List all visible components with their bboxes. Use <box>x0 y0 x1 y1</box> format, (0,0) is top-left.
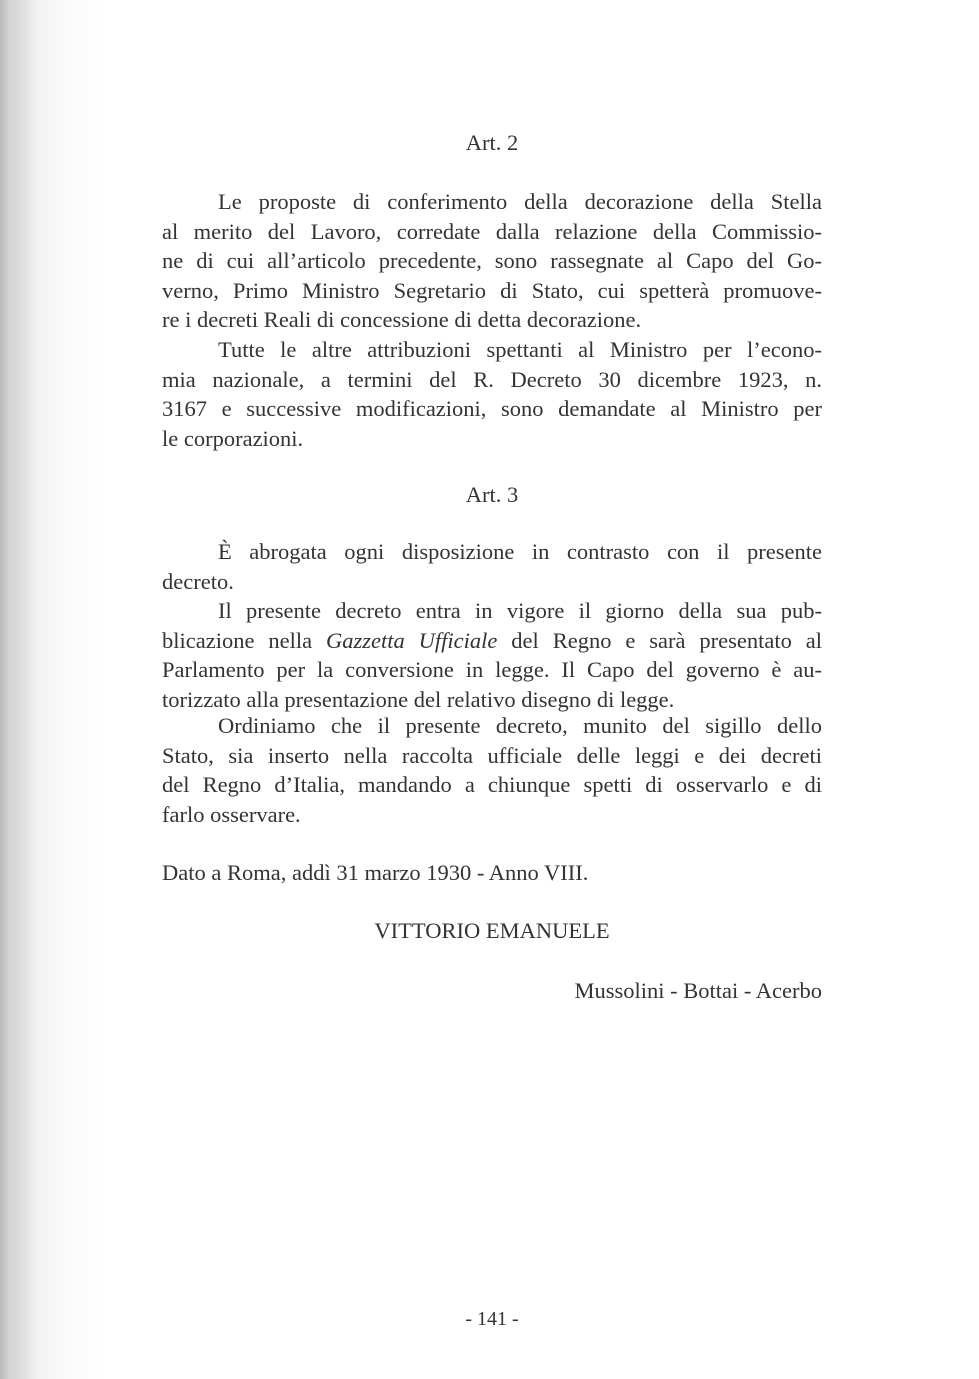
article-3-paragraph-1 <box>162 537 822 596</box>
ministers-signatures: Mussolini - Bottai - Acerbo <box>574 978 822 1003</box>
text-line: mia nazionale, a termini del R. Decreto 30 dicembre 1923, n. <box>162 366 822 392</box>
text-line: Ordiniamo che il presente decreto, munito del sigillo dello <box>218 713 822 738</box>
article-3-heading: Art. 3 <box>465 482 519 507</box>
text-line: al merito del Lavoro, corredate dalla relazione della Commissio- <box>162 218 822 244</box>
text-line: Tutte le altre attribuzioni spettanti al Ministro per l’econo- <box>218 337 822 362</box>
text-line: È abrogata ogni disposizione in contrasto con il presente <box>218 539 822 564</box>
gazzetta-ufficiale-title: Gazzetta Ufficiale <box>326 627 498 653</box>
text-line: Le proposte di conferimento della decorazione della Stella <box>218 189 822 214</box>
text-line: torizzato alla presentazione del relativo disegno di legge. <box>162 686 675 712</box>
text-line: 3167 e successive modificazioni, sono demandate al Ministro per <box>162 396 822 422</box>
text-line: Stato, sia inserto nella raccolta ufficiale delle leggi e dei decreti <box>162 742 822 768</box>
text-run: blicazione nella <box>162 627 326 653</box>
article-3-paragraph-3 <box>162 711 822 829</box>
article-2-paragraph-1 <box>162 187 822 335</box>
text-line: decreto. <box>162 568 234 594</box>
text-line: ne di cui all’articolo precedente, sono rassegnate al Capo del Go- <box>162 248 822 274</box>
text-run: del Regno e sarà presentato al <box>497 627 822 653</box>
article-2-paragraph-2 <box>162 335 822 453</box>
date-line: Dato a Roma, addì 31 marzo 1930 - Anno VIII. <box>162 860 589 885</box>
text-line: re i decreti Reali di concessione di detta decorazione. <box>162 307 642 333</box>
text-line <box>162 626 822 656</box>
text-line: del Regno d’Italia, mandando a chiunque spetti di osservarlo e di <box>162 772 822 798</box>
text-line: verno, Primo Ministro Segretario di Stato, cui spetterà promuove- <box>162 277 822 303</box>
article-3-paragraph-2 <box>162 596 822 714</box>
binding-shadow <box>0 0 34 1379</box>
text-line: Il presente decreto entra in vigore il giorno della sua pub- <box>218 598 822 623</box>
article-2-heading: Art. 2 <box>465 130 519 155</box>
king-name: VITTORIO EMANUELE <box>374 918 610 943</box>
text-line: farlo osservare. <box>162 801 301 827</box>
text-line: Parlamento per la conversione in legge. Il Capo del governo è au- <box>162 657 822 683</box>
text-line: le corporazioni. <box>162 425 304 451</box>
page-number: - 141 - <box>465 1308 519 1330</box>
